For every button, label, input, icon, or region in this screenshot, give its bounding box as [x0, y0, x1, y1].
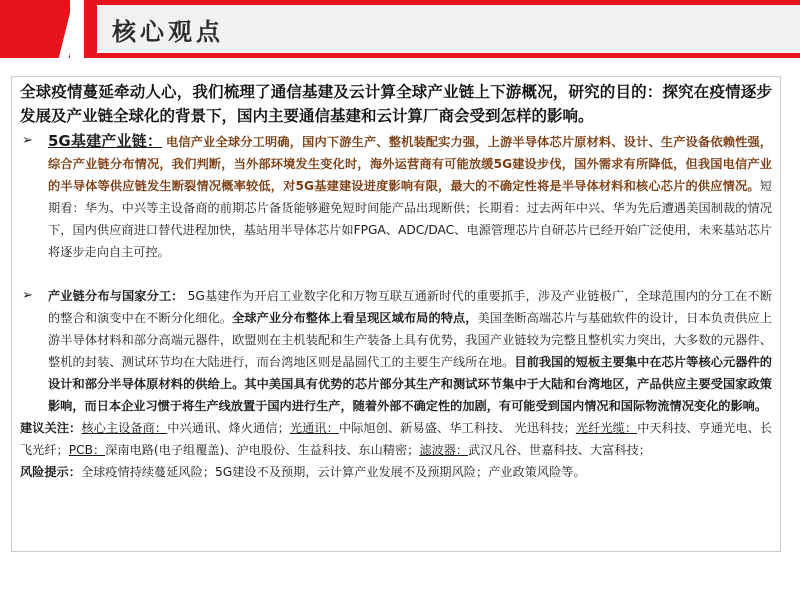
recommendation-paragraph [20, 417, 772, 461]
recommend-group-name: 光纤光缆： [575, 421, 638, 435]
content-box [11, 76, 781, 552]
section-body-text: 短期看：华为、中兴等主设备商的前期芯片备货能够避免短时间能产品出现断供；长期看：过去两年中兴、华为先后遭遇美国制裁的情况下，国内供应商进口替代进程加快，基站用半导体芯片如FPGA、ADC/DAC、电源管理芯片自研芯片已经开始广泛使用，未来基站芯片将逐步走向自主可控。 [48, 179, 772, 259]
section-text: 5G基建作为开启工业数字化和万物互联互通新时代的重要抓手，涉及产业链极广，全球范围内的分工在不断的整合和演变中在不断分化细化。 [48, 289, 773, 325]
section-industry-distribution [20, 285, 772, 417]
bullet-arrow-icon: ➢ [22, 133, 33, 148]
risk-label: 风险提示： [20, 465, 81, 479]
section-bold-text: 目前我国的短板主要集中在芯片等核心元器件的设计和部分半导体原材料的供给上。其中美国具有优势的芯片部分其生产和测试环节集中于大陆和台湾地区，产品供应主要受国家政策影响，而日本企业习惯于将生产线放置于国内进行生产，随着外部不确定性的加剧，有可能受到国内情况和国际物流情况变化的影响。 [48, 355, 772, 413]
section-bold-text: 全球产业分布整体上看呈现区域布局的特点， [232, 311, 478, 325]
bullet-arrow-icon: ➢ [22, 288, 33, 303]
title-panel [98, 6, 800, 52]
section-text: 美国垄断高端芯片与基础软件的设计，日本负责供应上游半导体材料和部分高端元器件，欧盟则在主机装配和生产装备上具有优势，我国产业链较为完整且整机实力突出，大多数的元器件、整机的封装、测试环节均在大陆进行，而台湾地区则是晶圆代工的主要生产线所在地。 [48, 311, 773, 369]
recommend-group-name: 光通讯： [289, 421, 339, 435]
recommend-group-items: 深南电路(电子组覆盖)、沪电股份、生益科技、东山精密； [105, 443, 420, 457]
recommend-group-name: 核心主设备商： [81, 421, 168, 435]
risk-text: 全球疫情持续蔓延风险；5G建设不及预期，云计算产业发展不及预期风险；产业政策风险等。 [80, 465, 586, 479]
recommend-group-items: 中际旭创、新易盛、华工科技、 光迅科技； [338, 421, 576, 435]
header-accent-left [0, 0, 70, 58]
recommend-group-items: 中天科技、亨通光电、长飞光纤； [20, 421, 773, 457]
page-title: 核心观点 [112, 18, 224, 46]
section-heading: 产业链分布与国家分工： [48, 289, 184, 303]
recommend-label: 建议关注： [20, 421, 82, 435]
recommend-group-name: PCB： [68, 443, 106, 457]
section-5g-chain [20, 130, 772, 263]
header-bar [0, 0, 800, 58]
section-lead-text: 电信产业全球分工明确，国内下游生产、整机装配实力强，上游半导体芯片原材料、设计、生产设备依赖性强，综合产业链分布情况，我们判断，当外部环境发生变化时，海外运营商有可能放缓5G建设步伐，国外需求有所降低，但我国电信产业的半导体等供应链发生断裂情况概率较低，对5G基建建设进度影响有限，最大的不确定性将是半导体材料和核心芯片的供应情况。 [48, 135, 772, 193]
intro-paragraph: 全球疫情蔓延牵动人心，我们梳理了通信基建及云计算全球产业链上下游概况，研究的目的：探究在疫情逐步发展及产业链全球化的背景下，国内主要通信基建和云计算厂商会受到怎样的影响。 [20, 83, 772, 125]
recommend-group-name: 滤波器： [419, 443, 469, 457]
recommend-group-items: 中兴通讯、烽火通信； [167, 421, 290, 435]
recommend-group-items: 武汉凡谷、世嘉科技、大富科技； [468, 443, 651, 457]
risk-paragraph [20, 461, 772, 483]
section-heading: 5G基建产业链： [48, 132, 163, 150]
